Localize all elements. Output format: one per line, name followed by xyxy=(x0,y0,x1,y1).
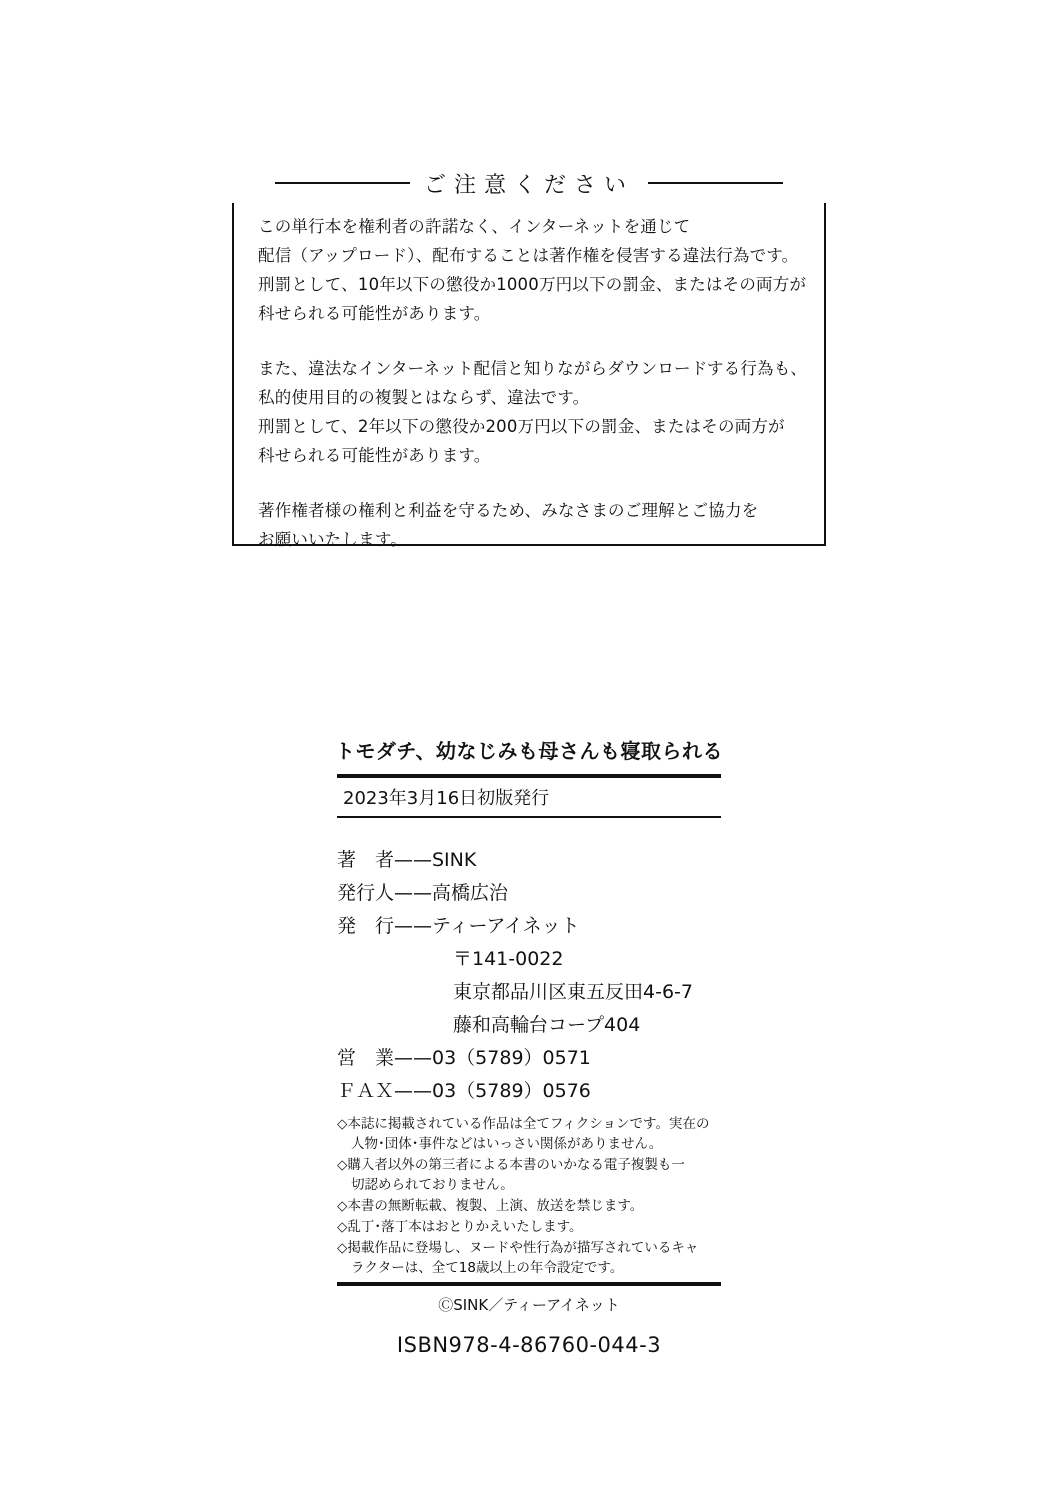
notice-heading-rule-left xyxy=(275,182,410,184)
isbn: ISBN978-4-86760-044-3 xyxy=(396,1332,662,1357)
imprint-postal-code: 〒141-0022 xyxy=(453,947,564,970)
notice-line: 刑罰として、2年以下の懲役か200万円以下の罰金、またはその両方が xyxy=(258,417,785,436)
legal-note-main: ◇本書の無断転載、複製、上演、放送を禁じます。 xyxy=(337,1197,644,1214)
imprint-block xyxy=(337,818,721,1108)
imprint-fax: ＦＡＸ——03（5789）0576 xyxy=(337,1079,591,1102)
notice-paragraph xyxy=(258,354,818,470)
notice-line: この単行本を権利者の許諾なく、インターネットを通じて xyxy=(258,217,691,236)
notice-heading xyxy=(232,163,826,203)
notice-heading-rule-right xyxy=(648,182,783,184)
legal-note xyxy=(337,1217,721,1237)
legal-notes xyxy=(337,1108,721,1278)
legal-note-cont: ラクターは、全て18歳以上の年令設定です。 xyxy=(351,1259,624,1276)
legal-note-main: ◇本誌に掲載されている作品は全てフィクションです。実在の xyxy=(337,1115,710,1132)
notice-line: また、違法なインターネット配信と知りながらダウンロードする行為も、 xyxy=(258,359,808,378)
notice-line: お願いいたします。 xyxy=(258,530,407,549)
notice-line: 配信（アップロード）、配布することは著作権を侵害する違法行為です。 xyxy=(258,246,799,265)
copyright-line: ⒸSINK／ティーアイネット xyxy=(438,1295,620,1314)
legal-note-main: ◇乱丁･落丁本はおとりかえいたします。 xyxy=(337,1218,583,1235)
notice-heading-text: ご注意ください xyxy=(410,168,648,199)
legal-note xyxy=(337,1114,721,1154)
legal-note-main: ◇購入者以外の第三者による本書のいかなる電子複製も一 xyxy=(337,1156,685,1173)
imprint-publisher-person: 発行人——高橋広治 xyxy=(337,881,509,904)
colophon xyxy=(0,735,1058,1357)
legal-note xyxy=(337,1238,721,1278)
legal-note xyxy=(337,1155,721,1195)
notice-line: 私的使用目的の複製とはならず、違法です。 xyxy=(258,388,590,407)
legal-note xyxy=(337,1196,721,1216)
legal-note-cont: 人物･団体･事件などはいっさい関係がありません。 xyxy=(351,1135,663,1152)
legal-note-cont: 切認められておりません。 xyxy=(351,1176,514,1193)
notice-line: 科せられる可能性があります。 xyxy=(258,446,491,465)
legal-note-main: ◇掲載作品に登場し、ヌードや性行為が描写されているキャ xyxy=(337,1239,699,1256)
imprint-sales-phone: 営 業——03（5789）0571 xyxy=(337,1046,591,1069)
notice-line: 刑罰として、10年以下の懲役か1000万円以下の罰金、またはその両方が xyxy=(258,275,807,294)
notice-paragraph xyxy=(258,496,818,554)
publication-date: 2023年3月16日初版発行 xyxy=(343,788,550,809)
imprint-address-line: 東京都品川区東五反田4-6-7 xyxy=(453,980,693,1003)
imprint-publisher: 発 行——ティーアイネット xyxy=(337,914,580,937)
notice-line: 著作権者様の権利と利益を守るため、みなさまのご理解とご協力を xyxy=(258,501,759,520)
notice-body xyxy=(258,212,818,554)
imprint-address-building: 藤和高輪台コープ404 xyxy=(453,1013,641,1036)
book-title: トモダチ、幼なじみも母さんも寝取られる xyxy=(334,739,724,763)
imprint-author: 著 者——SINK xyxy=(337,848,477,871)
notice-line: 科せられる可能性があります。 xyxy=(258,304,491,323)
notice-paragraph xyxy=(258,212,818,328)
